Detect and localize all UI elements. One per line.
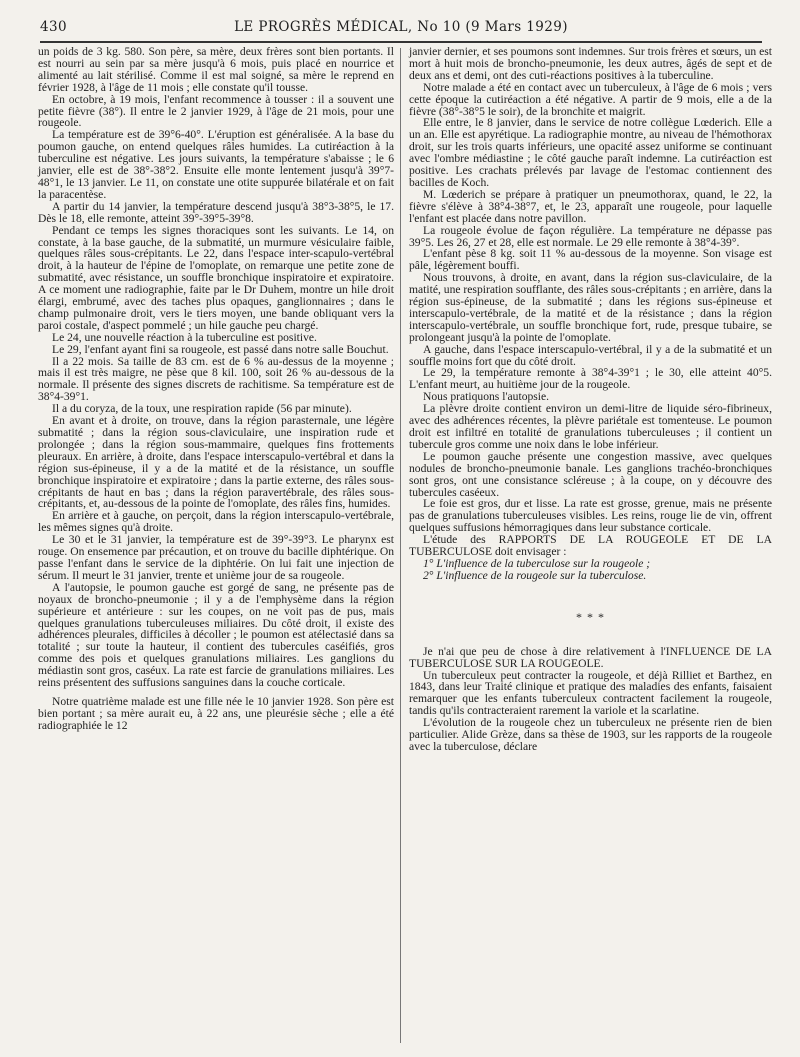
paragraph: L'enfant pèse 8 kg. soit 11 % au-dessous de la moyenne. Son visage est pâle, légèrement bouffi. bbox=[409, 247, 772, 273]
paragraph: Il a 22 mois. Sa taille de 83 cm. est de 6 % au-dessus de la moyenne ; mais il est très maigre, ne pèse que 8 kil. 100, soit 26 % au-dessous de la normale. Il présente des signes discrets de rachitisme. Sa température est de 38°4-39°1. bbox=[38, 354, 394, 404]
list-item: 2° L'influence de la rougeole sur la tuberculose. bbox=[423, 568, 647, 582]
right-column bbox=[409, 46, 772, 753]
paragraph: Le 30 et le 31 janvier, la température est de 39°-39°3. Le pharynx est rouge. On ensemence par précaution, et on trouve du bacille diphtérique. On passe l'enfant dans le service de la diphtérie. On lui fait une injection de sérum. Il meurt le 31 janvier, trente et unième jour de sa rougeole. bbox=[38, 533, 394, 582]
paragraph: A partir du 14 janvier, la température descend jusqu'à 38°3-38°5, le 17. Dès le 18, elle remonte, atteint 39°-39°5-39°8. bbox=[38, 199, 394, 225]
paragraph: Notre quatrième malade est une fille née le 10 janvier 1928. Son père est bien portant ; sa mère aurait eu, à 22 ans, une pleurésie sèche ; elle a été radiographiée le 12 bbox=[38, 694, 394, 732]
paragraph: A gauche, dans l'espace interscapulo-vertébral, il y a de la submatité et un souffle moins fort que du côté droit. bbox=[409, 342, 772, 368]
paragraph: M. Lœderich se prépare à pratiquer un pneumothorax, quand, le 22, la fièvre s'élève à 38°4-38°7, et, le 23, apparaît une rougeole, pour laquelle l'enfant est placée dans notre pavillon. bbox=[409, 187, 772, 225]
paragraph: Il a du coryza, de la toux, une respiration rapide (56 par minute). bbox=[52, 402, 352, 416]
paragraph: L'évolution de la rougeole chez un tuberculeux ne présente rien de bien particulier. Alide Grèze, dans sa thèse de 1903, sur les rapports de la rougeole avec la tuberculose, déclare bbox=[409, 716, 772, 753]
paragraph: La plèvre droite contient environ un demi-litre de liquide séro-fibrineux, avec des adhérences récentes, la plèvre pariétale est tomenteuse. Le poumon droit est infiltré en totalité de granulations tuberculeuses ; il contient un tubercule gros comme une noix dans le lobe inférieur. bbox=[409, 402, 772, 451]
column-divider bbox=[400, 48, 401, 1043]
paragraph: Le foie est gros, dur et lisse. La rate est grosse, grenue, mais ne présente pas de granulations tuberculeuses visibles. Les reins, rouge lie de vin, offrent quelques suffusions hémorragiques dans leur substance corticale. bbox=[409, 497, 772, 535]
paragraph: La température est de 39°6-40°. L'éruption est généralisée. A la base du poumon gauche, on entend quelques râles humides. La cutiréaction à la tuberculine est négative. Les jours suivants, la température s'abaisse ; le 6 janvier, elle est de 38°-38°2. Ensuite elle monte lentement jusqu'à 39°7-48°1, le 13 janvier. Le 11, on constate une otite suppurée bilatérale et on fait la paracentèse. bbox=[38, 128, 394, 201]
paragraph: Je n'ai que peu de chose à dire relativement à l'INFLUENCE DE LA TUBERCULOSE SUR LA ROUGEOLE. bbox=[409, 644, 772, 670]
left-column bbox=[38, 46, 394, 732]
paragraph: En avant et à droite, on trouve, dans la région parasternale, une légère submatité ; dans la région sous-claviculaire, une inspiration rude et prolongée ; dans la région sous-mammaire, quelques fins frottements pleuraux. En arrière, à droite, dans l'espace interscapulo-vertébral et dans la région sus-épineuse, il y a de la matité et de la résistance, un souffle bronchique inspiratoire et expiratoire ; dans la partie externe, des râles sous-crépitants de haut en bas ; dans la région paravertébrale, des râles sous-crépitants, et, au-dessous de la pointe de l'omoplate, des râles fins, humides. bbox=[38, 414, 394, 511]
header-rule bbox=[40, 41, 762, 43]
paragraph: Le 29, l'enfant ayant fini sa rougeole, est passé dans notre salle Bouchut. bbox=[52, 342, 389, 356]
paragraph: En octobre, à 19 mois, l'enfant recommence à tousser : il a souvent une petite fièvre (38°). Il entre le 2 janvier 1929, à l'âge de 21 mois, pour une rougeole. bbox=[38, 92, 394, 130]
paragraph: Le 24, une nouvelle réaction à la tuberculine est positive. bbox=[52, 330, 317, 344]
paragraph: Le poumon gauche présente une congestion massive, avec quelques nodules de broncho-pneumonie banale. Les ganglions trachéo-bronchiques sont gros, ont une consistance scléreuse ; à la coupe, on y découvre des tubercules caséeux. bbox=[409, 449, 772, 499]
section-separator: * * * bbox=[576, 609, 605, 624]
paragraph: Notre malade a été en contact avec un tuberculeux, à l'âge de 6 mois ; vers cette époque la cutiréaction a été négative. A partir de 9 mois, elle a de la fièvre (38°-38°5 le soir), de la bronchite et maigrit. bbox=[409, 80, 772, 118]
list-item: 1° L'influence de la tuberculose sur la rougeole ; bbox=[423, 556, 651, 570]
journal-title: LE PROGRÈS MÉDICAL, No 10 (9 Mars 1929) bbox=[234, 19, 568, 35]
page-header bbox=[40, 16, 762, 38]
paragraph: Un tuberculeux peut contracter la rougeole, et déjà Rilliet et Barthez, en 1843, dans leur Traité clinique et pratique des maladies des enfants, faisaient remarquer que les enfants tuberculeux contractent facilement la rougeole, tandis qu'ils contracteraient rarement la variole et la scarlatine. bbox=[409, 668, 772, 718]
paragraph: janvier dernier, et ses poumons sont indemnes. Sur trois frères et sœurs, un est mort à huit mois de broncho-pneumonie, les deux autres, âgés de sept et de deux ans et demi, ont des cuti-réactions positives à la tuberculine. bbox=[409, 45, 772, 82]
paragraph: En arrière et à gauche, on perçoit, dans la région interscapulo-vertébrale, les mêmes signes qu'à droite. bbox=[38, 509, 394, 535]
paragraph: un poids de 3 kg. 580. Son père, sa mère, deux frères sont bien portants. Il est nourri au sein par sa mère jusqu'à 6 mois, puis placé en nourrice et alimenté au lait stérilisé. Comme il est mal soigné, sa mère le reprend en février 1928, à l'âge de 11 mois ; elle constate qu'il tousse. bbox=[38, 45, 394, 94]
paragraph: Nous trouvons, à droite, en avant, dans la région sus-claviculaire, de la matité, une respiration soufflante, des râles sous-crépitants ; en arrière, dans la région sus-épineuse, de la submatité ; dans les régions sus-épineuse et interscapulo-vertébrale, de la matité et de la résistance ; dans la région interscapulo-vertébrale, un souffle bronchique fort, rude, presque tubaire, se prolongeant jusqu'à la pointe de l'omoplate. bbox=[409, 271, 772, 344]
paragraph: Elle entre, le 8 janvier, dans le service de notre collègue Lœderich. Elle a un an. Elle est apyrétique. La radiographie montre, au niveau de l'hémothorax droit, sur les trois quarts inférieurs, une opacité assez uniforme se continuant avec l'ombre médiastine ; le côté gauche paraît indemne. La cutiréaction est positive. Les crachats prélevés par lavage de l'estomac contiennent des bacilles de Koch. bbox=[409, 116, 772, 189]
paragraph: Nous pratiquons l'autopsie. bbox=[423, 390, 550, 404]
paragraph: Pendant ce temps les signes thoraciques sont les suivants. Le 14, on constate, à la base gauche, de la submatité, un murmure vésiculaire faible, quelques râles sous-crépitants. Le 22, dans l'espace inter-scapulo-vertébral droit, à la hauteur de l'épine de l'omoplate, on remarque une petite zone de submatité, avec résistance, un souffle bronchique inspiratoire et expiratoire. A ce moment une radiographie, faite par le Dr Duhem, montre un hile droit élargi, embrumé, avec des taches plus opaques, ganglionnaires ; dans le champ pulmonaire droit, vers le tiers moyen, une bande obliquant vers la paroi costale, d'aspect pommelé ; un hile gauche peu chargé. bbox=[38, 223, 394, 332]
paragraph: A l'autopsie, le poumon gauche est gorgé de sang, ne présente pas de noyaux de broncho-pneumonie ; il y a de l'emphysème dans la région supérieure et antérieure : sur les coupes, on ne voit pas de pus, mais quelques granulations tuberculeuses miliaires. Du côté droit, il existe des adhérences pleurales, difficiles à décoller ; le poumon est atélectasié dans sa totalité ; sur toute la hauteur, il contient des tubercules caséifiés, gros comme des pois et quelques granulations miliaires. Les ganglions du médiastin sont gros, caséux. La rate est farcie de granulations miliaires. Les reins présentent des suffusions sanguines dans la couche corticale. bbox=[38, 580, 394, 690]
paragraph: Le 29, la température remonte à 38°4-39°1 ; le 30, elle atteint 40°5. L'enfant meurt, au huitième jour de la rougeole. bbox=[409, 366, 772, 392]
paragraph: La rougeole évolue de façon régulière. La température ne dépasse pas 39°5. Les 26, 27 et 28, elle est normale. Le 29 elle remonte à 38°4-39°. bbox=[409, 223, 772, 249]
page-number: 430 bbox=[40, 19, 67, 35]
paragraph: L'étude des RAPPORTS DE LA ROUGEOLE ET DE LA TUBERCULOSE doit envisager : bbox=[409, 533, 772, 559]
topic-list bbox=[409, 558, 772, 582]
